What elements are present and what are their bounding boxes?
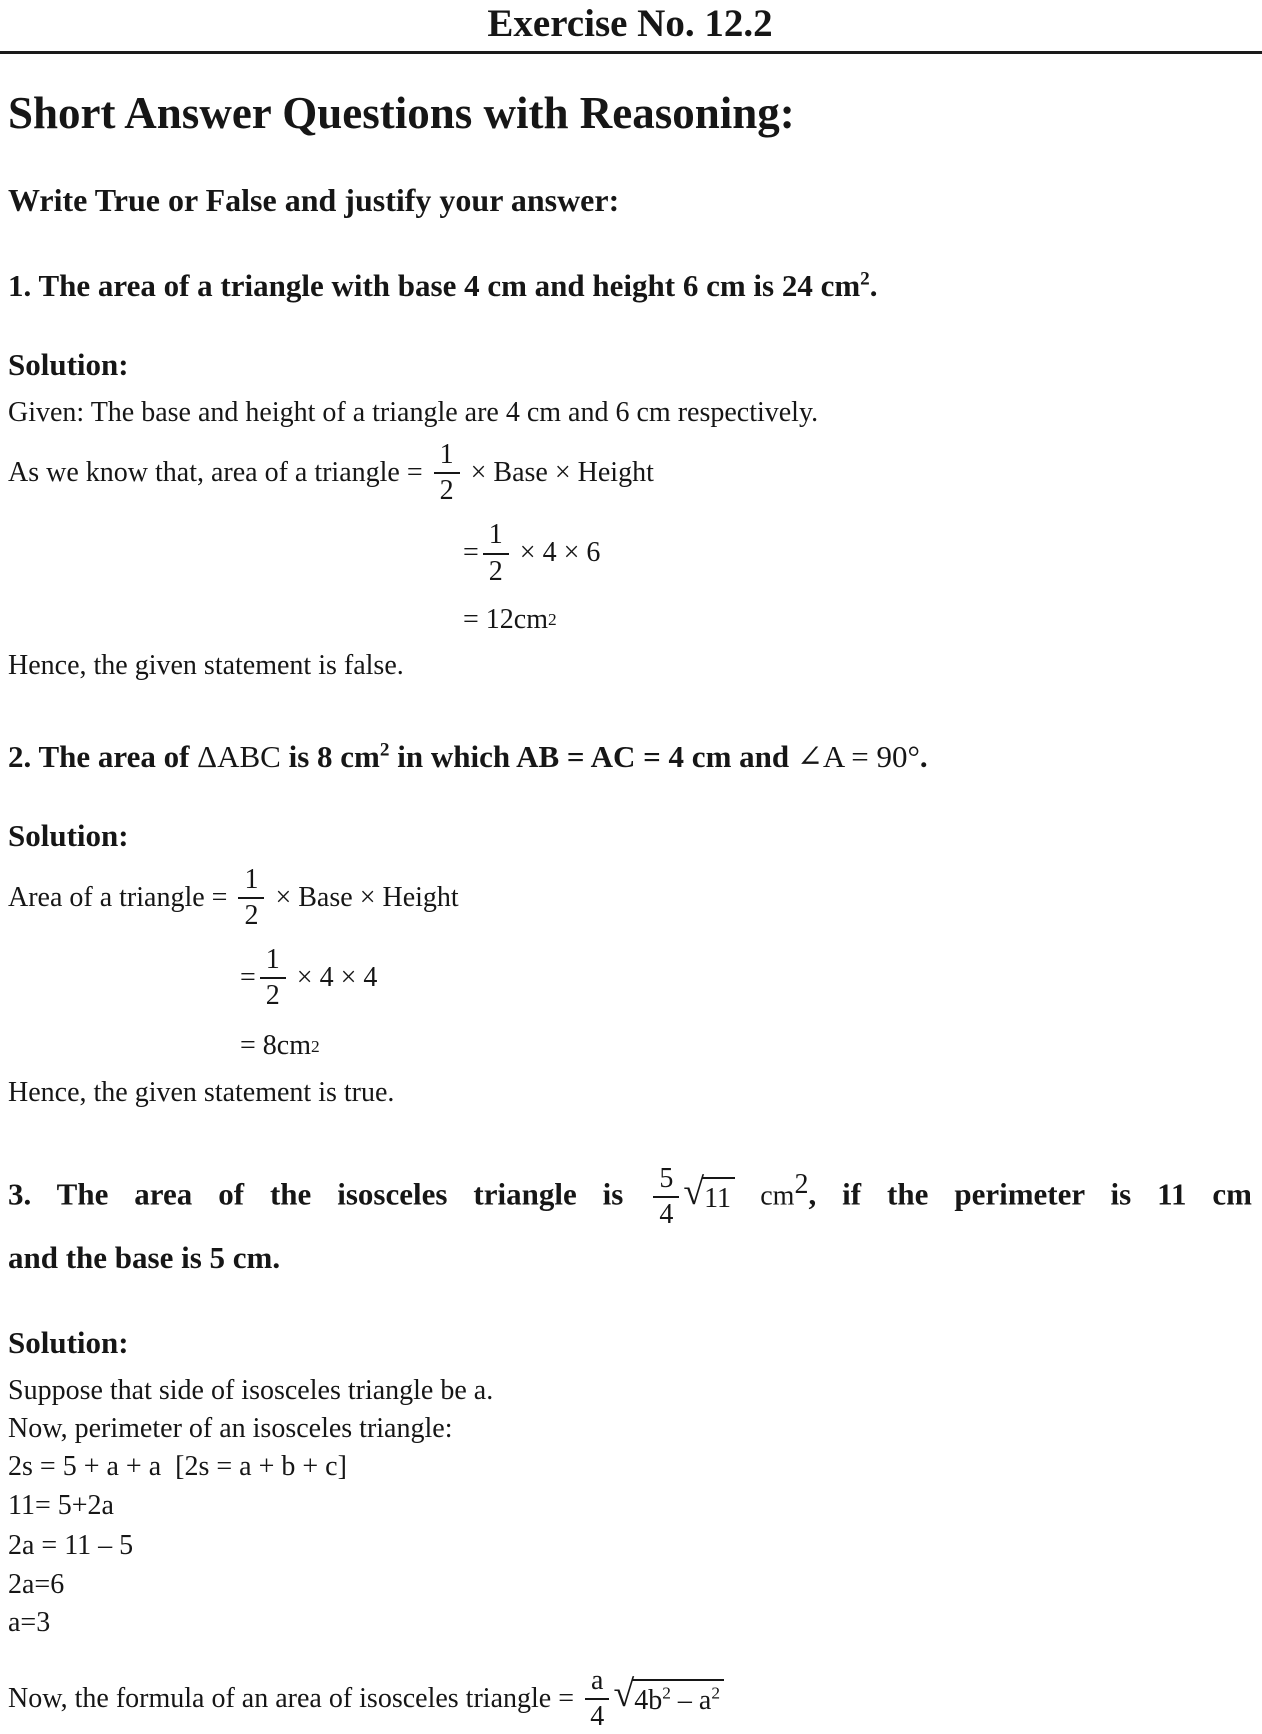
- radical-sign: √: [683, 1171, 705, 1214]
- page-title: Exercise No. 12.2: [487, 2, 773, 45]
- fraction-a-over-4: [585, 1665, 609, 1733]
- fraction-numerator: 1: [238, 864, 264, 899]
- fraction-numerator: a: [585, 1665, 609, 1700]
- radicand-part1: 4b: [634, 1685, 663, 1717]
- header-divider: [0, 51, 1262, 54]
- radical-sign: √: [613, 1673, 635, 1716]
- fraction-one-half: [238, 864, 264, 932]
- question-2-period: .: [919, 738, 928, 774]
- angle-a-expression: ∠A = 90°: [796, 738, 920, 774]
- triangle-abc-symbol: ΔABC: [197, 738, 281, 774]
- question-2-text: [8, 737, 1252, 777]
- question-2-part2: is 8 cm: [280, 738, 380, 774]
- q1-step-operands: × 4 × 6: [512, 537, 601, 569]
- question-3-superscript: 2: [794, 1169, 809, 1201]
- question-2-block: [8, 737, 1252, 1112]
- fraction-one-half: [483, 519, 509, 587]
- fraction-denominator: 4: [590, 1701, 605, 1733]
- q3-equation-11: 11= 5+2a: [8, 1489, 114, 1521]
- q2-formula-suffix: × Base × Height: [268, 881, 459, 913]
- question-1-main: 1. The area of a triangle with base 4 cm and height 6 cm is 24 cm: [8, 267, 861, 303]
- q2-formula-line: [8, 864, 1252, 932]
- q1-formula-prefix: As we know that, area of a triangle =: [8, 457, 430, 489]
- equals-sign: =: [463, 537, 479, 569]
- question-3-part2: , if the perimeter is 11 cm: [808, 1176, 1252, 1212]
- question-1-period: .: [869, 267, 878, 303]
- instruction-text: Write True or False and justify your answer:: [8, 181, 620, 218]
- question-2-part3: in which AB = AC = 4 cm and: [389, 738, 797, 774]
- question-3-unit: cm: [735, 1180, 795, 1212]
- question-1-block: [8, 266, 1252, 685]
- q1-formula-suffix: × Base × Height: [463, 457, 654, 489]
- q3-equation-a-3: a=3: [8, 1606, 51, 1638]
- question-3-line2: and the base is 5 cm.: [8, 1239, 281, 1275]
- fraction-numerator: 1: [434, 439, 460, 474]
- q2-result-text: = 8cm: [240, 1030, 311, 1062]
- q3-final-formula: [8, 1665, 1252, 1733]
- question-3-block: [8, 1163, 1252, 1734]
- radicand-superscript-2: 2: [711, 1683, 720, 1703]
- fraction-denominator: 2: [265, 980, 280, 1012]
- solution-heading-2: Solution:: [8, 817, 129, 853]
- q3-suppose-line: Suppose that side of isosceles triangle be a.: [8, 1374, 494, 1406]
- square-root-4b2-a2: [613, 1673, 724, 1719]
- question-3-part1: 3. The area of the isosceles triangle is: [8, 1176, 650, 1212]
- radicand-part2: – a: [670, 1685, 712, 1717]
- question-2-superscript: 2: [379, 739, 390, 761]
- q2-equation-result: = 8cm 2: [240, 1028, 1252, 1064]
- radicand: 11: [702, 1177, 735, 1217]
- fraction-five-fourths: [653, 1163, 679, 1231]
- q1-equation-step: [463, 519, 1252, 587]
- q3-equation-2a-11-5: 2a = 11 – 5: [8, 1530, 134, 1562]
- fraction-numerator: 1: [483, 519, 509, 554]
- q1-result-text: = 12cm: [463, 603, 548, 635]
- q3-equation-2a-6: 2a=6: [8, 1568, 65, 1600]
- q2-step-operands: × 4 × 4: [289, 961, 378, 993]
- q1-formula-line: [8, 439, 1252, 507]
- fraction-denominator: 2: [488, 555, 503, 587]
- question-1-text: [8, 266, 1252, 306]
- fraction-denominator: 2: [244, 899, 259, 931]
- fraction-denominator: 2: [439, 475, 454, 507]
- q3-equation-2s: 2s = 5 + a + a [2s = a + b + c]: [8, 1451, 347, 1483]
- section-heading: Short Answer Questions with Reasoning:: [8, 87, 795, 138]
- solution-heading-3: Solution:: [8, 1324, 129, 1360]
- fraction-numerator: 5: [653, 1163, 679, 1198]
- q1-equation-result: = 12cm 2: [463, 602, 1252, 638]
- document-page: [0, 2, 1262, 1734]
- square-root-11: [683, 1171, 735, 1217]
- q3-final-prefix: Now, the formula of an area of isosceles triangle =: [8, 1683, 581, 1715]
- solution-heading-1: Solution:: [8, 346, 129, 382]
- fraction-numerator: 1: [260, 944, 286, 979]
- fraction-one-half: [434, 439, 460, 507]
- radicand: [632, 1679, 724, 1719]
- question-3-text: [8, 1163, 1252, 1231]
- q2-formula-prefix: Area of a triangle =: [8, 881, 235, 913]
- fraction-one-half: [260, 944, 286, 1012]
- question-2-part1: 2. The area of: [8, 738, 198, 774]
- radicand-superscript-1: 2: [662, 1683, 671, 1703]
- fraction-denominator: 4: [659, 1199, 674, 1231]
- question-1-superscript: 2: [860, 268, 870, 290]
- q2-equation-step: [240, 944, 1252, 1012]
- given-line: Given: The base and height of a triangle are 4 cm and 6 cm respectively.: [8, 396, 819, 428]
- equals-sign: =: [240, 961, 256, 993]
- q1-conclusion: Hence, the given statement is false.: [8, 650, 404, 682]
- q3-perimeter-line: Now, perimeter of an isosceles triangle:: [8, 1412, 453, 1444]
- q2-conclusion: Hence, the given statement is true.: [8, 1076, 395, 1108]
